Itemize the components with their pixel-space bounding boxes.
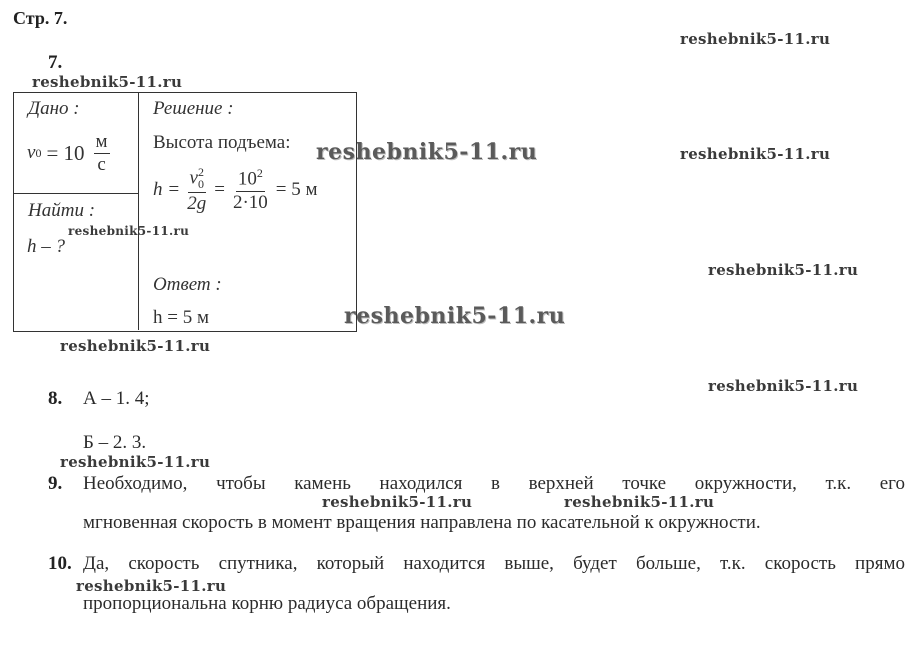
watermark: reshebnik5-11.ru bbox=[564, 493, 715, 511]
task-10-line-1: Да, скорость спутника, который находится выше, будет больше, т.к. скорость прямо bbox=[83, 553, 905, 574]
find-heading: Найти : bbox=[28, 200, 96, 221]
watermark: reshebnik5-11.ru bbox=[316, 139, 538, 165]
fraction-v0sq-over-2g: $\frac{v^2_0}{2g}$ bbox=[187, 165, 207, 214]
task-8-number: 8. bbox=[48, 388, 63, 409]
task-7-number: 7. bbox=[48, 52, 63, 73]
watermark: reshebnik5-11.ru bbox=[322, 493, 473, 511]
watermark: reshebnik5-11.ru bbox=[708, 377, 859, 395]
task-9-line-2: мгновенная скорость в момент вращения направлена по касательной к окружности. bbox=[83, 512, 761, 533]
watermark: reshebnik5-11.ru bbox=[680, 30, 831, 48]
page-label: Стр. 7. bbox=[13, 8, 68, 28]
watermark: reshebnik5-11.ru bbox=[708, 261, 859, 279]
watermark: reshebnik5-11.ru bbox=[344, 303, 566, 329]
given-heading: Дано : bbox=[28, 98, 80, 119]
watermark: reshebnik5-11.ru bbox=[68, 224, 190, 238]
table-vertical-divider bbox=[138, 92, 139, 330]
watermark: reshebnik5-11.ru bbox=[76, 577, 227, 595]
task-10-number: 10. bbox=[48, 553, 72, 574]
height-formula: h = $\frac{v^2_0}{2g}$ = $\frac{10^2}{2\cdot 10}$ = 5 м bbox=[153, 165, 318, 214]
table-horizontal-divider bbox=[13, 193, 138, 194]
task-9-line-1: Необходимо, чтобы камень находился в верхней точке окружности, т.к. его bbox=[83, 473, 905, 494]
given-value: v 0 = 10 $\frac{м}{с}$ bbox=[27, 131, 108, 175]
task-9-number: 9. bbox=[48, 473, 63, 494]
answer-heading: Ответ : bbox=[153, 274, 222, 295]
watermark: reshebnik5-11.ru bbox=[32, 73, 183, 91]
task-8-line-1: А – 1. 4; bbox=[83, 388, 150, 409]
task-8-line-2: Б – 2. 3. bbox=[83, 432, 147, 453]
watermark: reshebnik5-11.ru bbox=[60, 453, 211, 471]
solution-text: Высота подъема: bbox=[153, 132, 291, 153]
watermark: reshebnik5-11.ru bbox=[60, 337, 211, 355]
task-10-line-2: пропорциональна корню радиуса обращения. bbox=[83, 593, 451, 614]
find-value: h – ? bbox=[27, 236, 65, 257]
fraction-10sq-over-2x10: $\frac{10^2}{2\cdot 10}$ bbox=[232, 166, 268, 213]
solution-heading: Решение : bbox=[153, 98, 234, 119]
answer-value: h = 5 м bbox=[153, 307, 209, 328]
watermark: reshebnik5-11.ru bbox=[680, 145, 831, 163]
